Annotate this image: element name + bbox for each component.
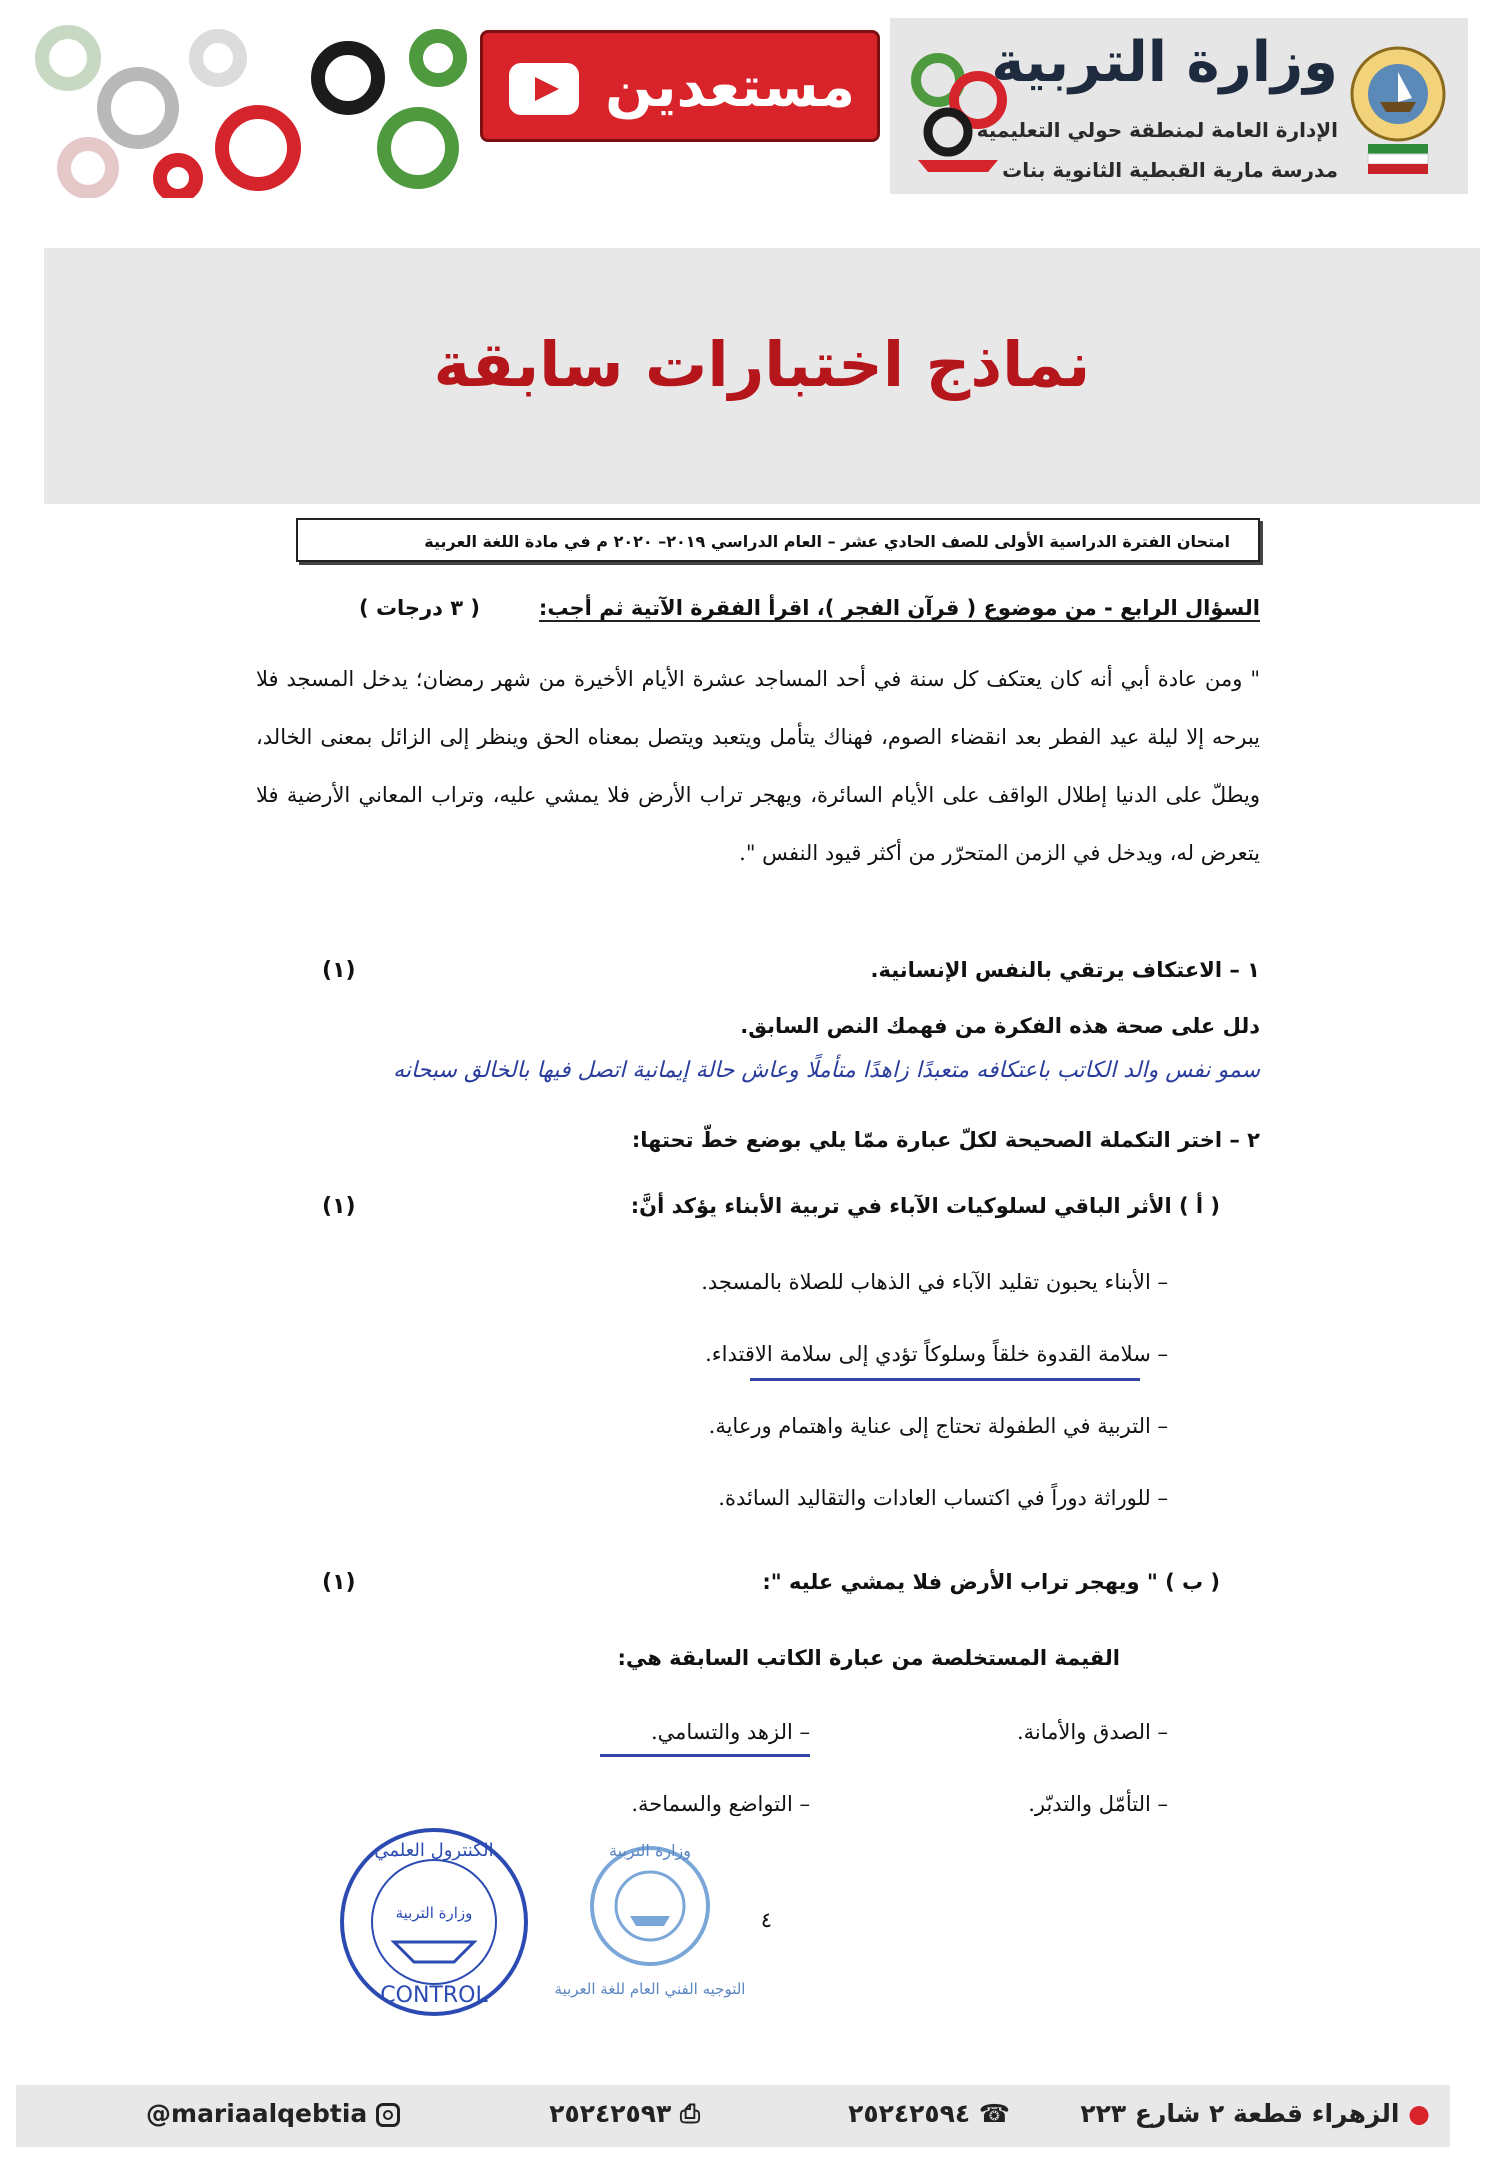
kuwait-emblem-icon: [1346, 32, 1450, 182]
question-1-mark: (١): [322, 958, 356, 983]
option-2a-3: – التربية في الطفولة تحتاج إلى عناية واهتمام ورعاية.: [708, 1414, 1168, 1438]
control-stamp-icon: [334, 1822, 534, 2022]
footer-address: ● الزهراء قطعة ٢ شارع ٢٢٣: [1080, 2099, 1430, 2128]
ministry-name: وزارة التربية: [991, 30, 1338, 95]
subscribe-banner[interactable]: [480, 30, 885, 150]
ministry-stamp-bottom-text: التوجيه الفني العام للغة العربية: [554, 1980, 746, 1998]
question-2: ٢ – اختر التكملة الصحيحة لكلّ عبارة ممّا يلي بوضع خطّ تحتها:: [631, 1128, 1260, 1152]
gears-decoration-icon: [28, 18, 468, 198]
exam-header: امتحان الفترة الدراسية الأولى للصف الحادي عشر – العام الدراسي ٢٠١٩– ٢٠٢٠ م في مادة اللغة العربية: [296, 518, 1260, 562]
footer-phone: ☎ ٢٥٢٤٢٥٩٤: [848, 2099, 1010, 2128]
option-2b-1: – الصدق والأمانة.: [1017, 1720, 1168, 1744]
question-1: ١ – الاعتكاف يرتقي بالنفس الإنسانية.: [870, 958, 1260, 982]
ministry-region: الإدارة العامة لمنطقة حولي التعليمية: [976, 118, 1338, 142]
question-4-title: السؤال الرابع - من موضوع ( قرآن الفجر )، اقرأ الفقرة الآتية ثم أجب:: [538, 596, 1260, 620]
control-stamp-bottom-text: CONTROL: [380, 1983, 488, 2008]
option-2a-1: – الأبناء يحبون تقليد الآباء في الذهاب للصلاة بالمسجد.: [701, 1270, 1168, 1294]
subscribe-label: مستعدين: [605, 55, 855, 120]
fax-icon: ⎙: [679, 2099, 700, 2128]
ministry-stamp-top-text: وزارة التربية: [609, 1841, 691, 1860]
exam-sheet: [236, 510, 1260, 2030]
selected-underline-2b: [600, 1754, 810, 1757]
option-2b-3: – التأمّل والتدبّر.: [1028, 1792, 1168, 1816]
option-2a-2-selected: – سلامة القدوة خلقاً وسلوكاً تؤدي إلى سلامة الاقتداء.: [705, 1342, 1168, 1366]
page-title: نماذج اختبارات سابقة: [433, 328, 1091, 401]
reading-passage: " ومن عادة أبي أنه كان يعتكف كل سنة في أحد المساجد عشرة الأيام الأخيرة من شهر رمضان؛ يدخل المسجد فلا يبرحه إلا ليلة عيد الفطر بعد انقضاء الصوم، فهناك يتأمل ويتعبد ويتصل بمعناه الحق وينظر إلى الزائل بمعنى الخالد، ويطلّ على الدنيا إطلال الواقف على الأيام السائرة، ويهجر تراب الأرض فلا يمشي عليه، وتراب المعاني الأرضية فلا يتعرض له، ويدخل في الزمن المتحرّر من أكثر قيود النفس ".: [256, 667, 1260, 865]
option-2b-2-selected: – الزهد والتسامي.: [650, 1720, 810, 1744]
instagram-icon: [376, 2103, 400, 2127]
control-stamp-mid-text: وزارة التربية: [395, 1904, 473, 1922]
ministry-stamp-icon: [540, 1826, 760, 2026]
page-number: ٤: [760, 1908, 772, 1932]
question-1-handwritten-answer: سمو نفس والد الكاتب باعتكافه متعبدًا زاهدًا متأملًا وعاش حالة إيمانية اتصل فيها بالخالق سبحانه: [393, 1058, 1260, 1083]
option-2a-4: – للوراثة دوراً في اكتساب العادات والتقاليد السائدة.: [718, 1486, 1168, 1510]
question-1-prompt: دلل على صحة هذه الفكرة من فهمك النص السابق.: [740, 1014, 1260, 1038]
location-pin-icon: ●: [1408, 2099, 1430, 2128]
question-2a-mark: (١): [322, 1194, 356, 1219]
option-2b-4: – التواضع والسماحة.: [631, 1792, 810, 1816]
question-2b: ( ب ) " ويهجر تراب الأرض فلا يمشي عليه ":: [762, 1570, 1220, 1594]
title-box: [44, 248, 1480, 504]
question-2a: ( أ ) الأثر الباقي لسلوكيات الآباء في تربية الأبناء يؤكد أنَّ:: [630, 1194, 1220, 1218]
page-footer: [16, 2085, 1450, 2147]
page-header: [0, 0, 1500, 200]
footer-fax: ⎙ ٢٥٢٤٢٥٩٣: [549, 2099, 700, 2128]
subscribe-button[interactable]: [480, 30, 880, 142]
youtube-play-icon: [509, 63, 579, 115]
control-stamp-top-text: الكنترول العلمي: [374, 1840, 494, 1861]
selected-underline-2a: [750, 1378, 1140, 1381]
phone-icon: ☎: [978, 2099, 1010, 2128]
question-2b-prompt: القيمة المستخلصة من عبارة الكاتب السابقة هي:: [617, 1646, 1120, 1670]
footer-instagram[interactable]: @mariaalqebtia: [146, 2099, 400, 2128]
school-name: مدرسة مارية القبطية الثانوية بنات: [1002, 158, 1338, 182]
school-logo-icon: [898, 40, 1018, 180]
question-2b-mark: (١): [322, 1570, 356, 1595]
question-4-grades: ( ٣ درجات ): [359, 596, 480, 620]
